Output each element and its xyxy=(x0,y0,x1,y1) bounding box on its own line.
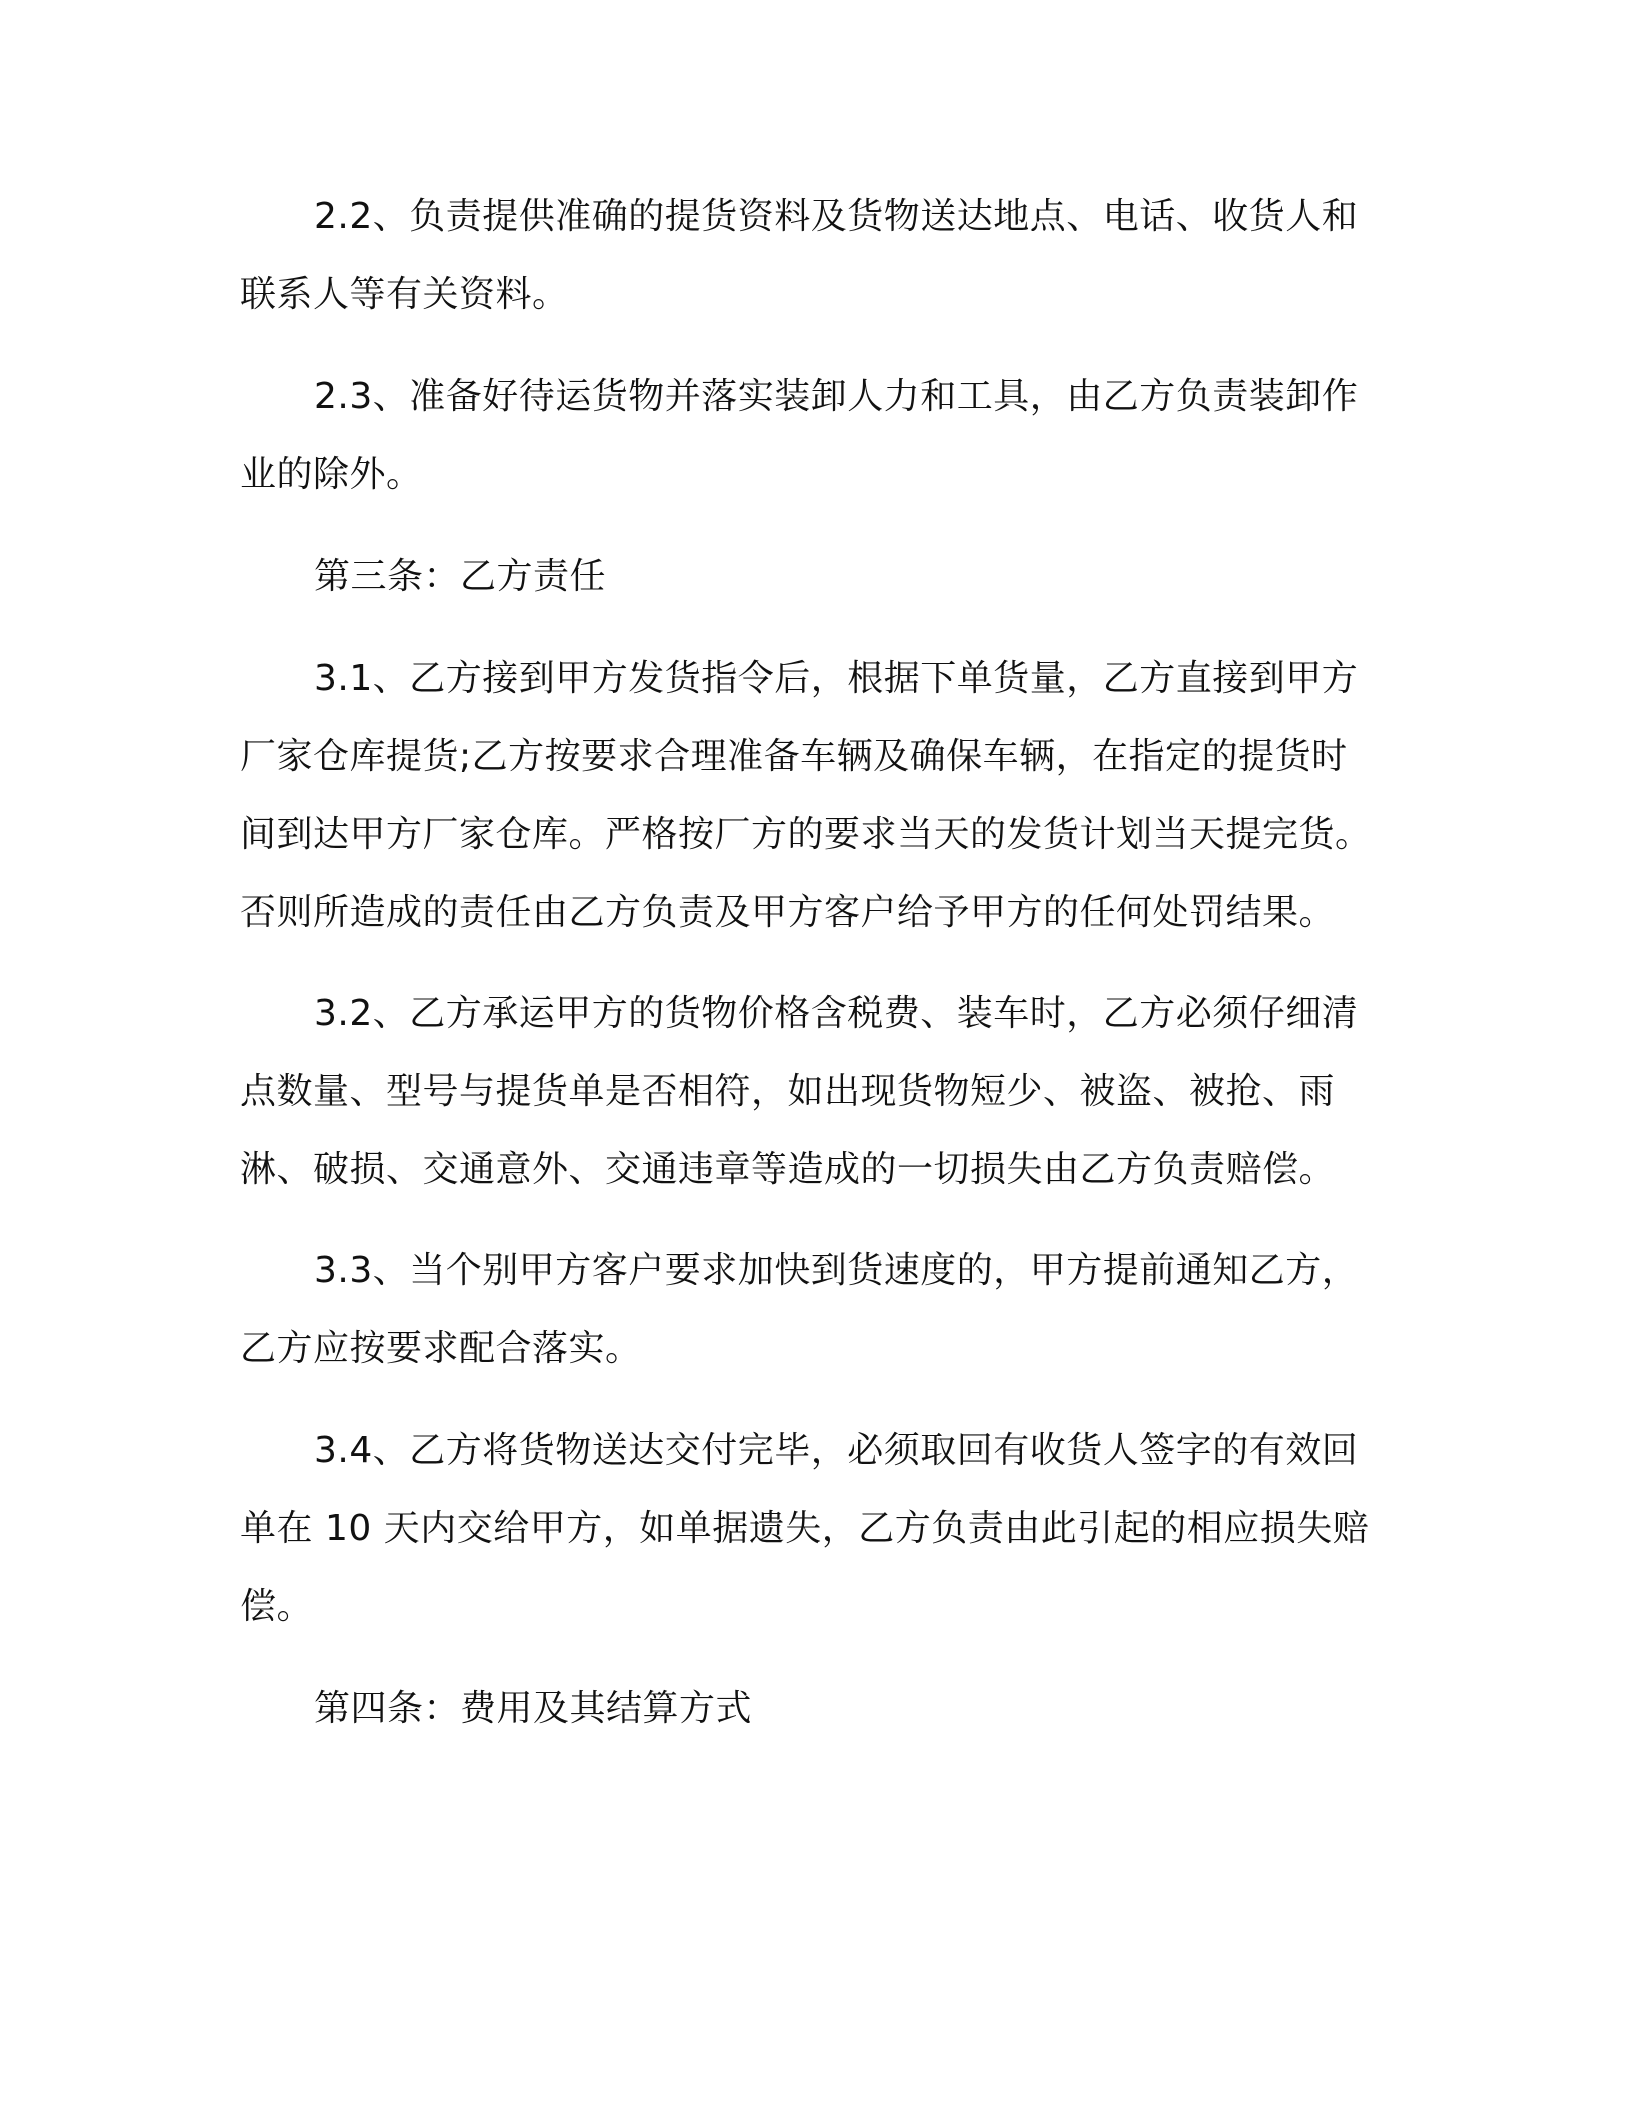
paragraph-2-3 xyxy=(240,358,1375,514)
paragraph-line: 3.2、乙方承运甲方的货物价格含税费、装车时，乙方必须仔细清 xyxy=(314,993,1359,1034)
paragraph-line: 3.1、乙方接到甲方发货指令后，根据下单货量，乙方直接到甲方 xyxy=(314,658,1359,699)
section-heading: 第三条：乙方责任 xyxy=(314,556,607,597)
paragraph-line: 3.3、当个别甲方客户要求加快到货速度的，甲方提前通知乙方， xyxy=(314,1250,1359,1291)
paragraph-3-2 xyxy=(240,975,1375,1209)
paragraph-line: 否则所造成的责任由乙方负责及甲方客户给予甲方的任何处罚结果。 xyxy=(240,892,1336,933)
paragraph-line: 厂家仓库提货;乙方按要求合理准备车辆及确保车辆，在指定的提货时 xyxy=(240,736,1348,777)
paragraph-line: 联系人等有关资料。 xyxy=(240,274,569,315)
paragraph-line: 单在 10 天内交给甲方，如单据遗失，乙方负责由此引起的相应损失赔 xyxy=(240,1508,1370,1549)
paragraph-line: 2.3、准备好待运货物并落实装卸人力和工具，由乙方负责装卸作 xyxy=(314,376,1359,417)
paragraph-3-1 xyxy=(240,640,1375,952)
paragraph-line: 偿。 xyxy=(240,1586,314,1627)
section-heading: 第四条：费用及其结算方式 xyxy=(314,1688,753,1729)
paragraph-line: 乙方应按要求配合落实。 xyxy=(240,1328,642,1369)
paragraph-line: 业的除外。 xyxy=(240,454,423,495)
paragraph-line: 淋、破损、交通意外、交通违章等造成的一切损失由乙方负责赔偿。 xyxy=(240,1149,1336,1190)
paragraph-line: 间到达甲方厂家仓库。严格按厂方的要求当天的发货计划当天提完货。 xyxy=(240,814,1372,855)
paragraph-line: 点数量、型号与提货单是否相符，如出现货物短少、被盗、被抢、雨 xyxy=(240,1071,1336,1112)
paragraph-3-3 xyxy=(240,1232,1375,1388)
paragraph-2-2 xyxy=(240,178,1375,334)
paragraph-line: 3.4、乙方将货物送达交付完毕，必须取回有收货人签字的有效回 xyxy=(314,1430,1359,1471)
paragraph-3-4 xyxy=(240,1412,1375,1646)
paragraph-line: 2.2、负责提供准确的提货资料及货物送达地点、电话、收货人和 xyxy=(314,196,1359,237)
article-3-heading xyxy=(240,538,1375,616)
article-4-heading xyxy=(240,1670,1375,1748)
